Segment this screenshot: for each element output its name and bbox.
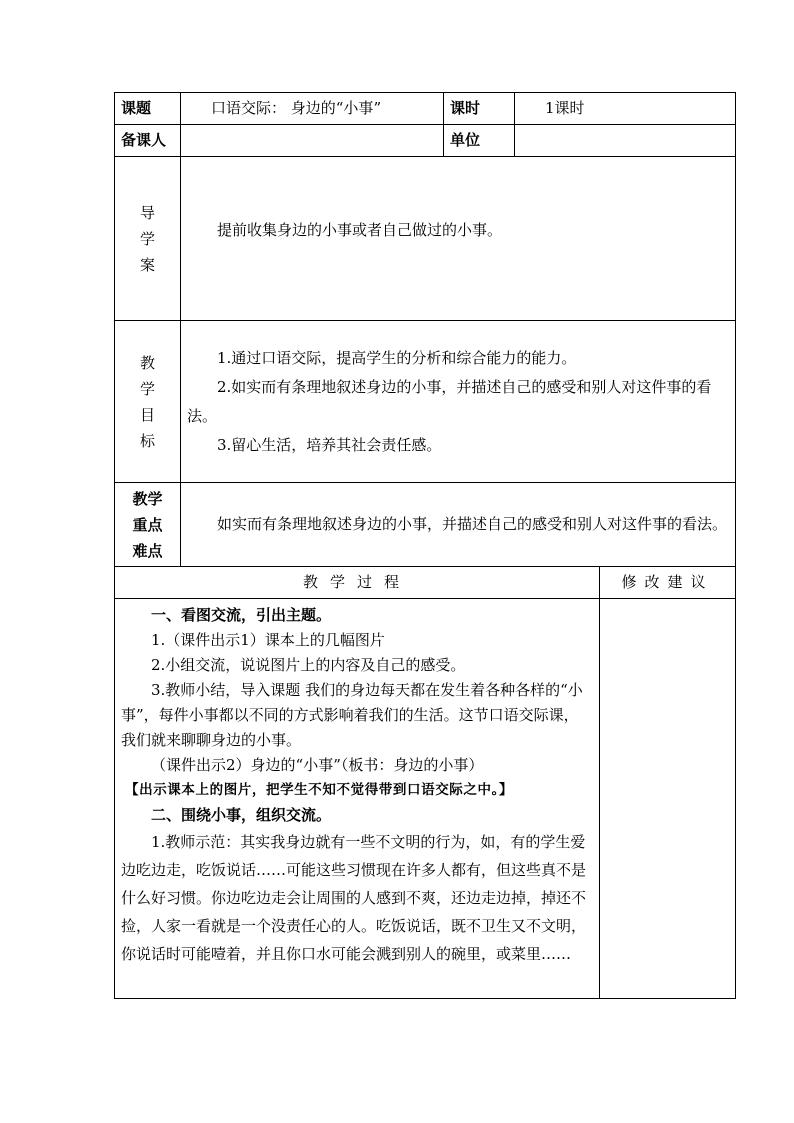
preparer-row [115,125,736,157]
keypoints-row [115,483,736,567]
objectives-label-char: 标 [139,431,155,450]
process-step: 2.小组交流，说说图片上的内容及自己的感受。 [151,656,466,674]
preparer-label: 备课人 [115,125,181,157]
period-label: 课时 [444,93,515,125]
teacher-demo: 1.教师示范：其实我身边就有一些不文明的行为，如，有的学生爱边吃边走，吃饭说话……可能这些习惯现在许多人都有，但这些真不是什么好习惯。你边吃边走会让周围的人感到不爽，还边走边掉，掉还不捡，人家一看就是一个没责任心的人。吃饭说话，既不卫生又不文明，你说话时可能噎着，并且你口水可能会溅到别人的碗里，或菜里…… [121,833,587,963]
keypoints-text: 如实而有条理地叙述身边的小事，并描述自己的感受和别人对这件事的看法。 [217,515,728,533]
topic-label: 课题 [115,93,181,125]
objectives-label [115,321,181,483]
preparer-value [181,125,444,157]
process-note: 【出示课本上的图片，把学生不知不觉得带到口语交际之中。】 [125,782,514,798]
objectives-label-char: 学 [139,379,155,398]
objective-item: 1.通过口语交际，提高学生的分析和综合能力的能力。 [217,348,577,367]
objective-item: 3.留心生活，培养其社会责任感。 [217,435,442,454]
process-step: 1.（课件出示1）课本上的几幅图片 [151,631,385,649]
process-step: 3.教师小结，导入课题 我们的身边每天都在发生着各种各样的“小事”，每件小事都以不同的方式影响着我们的生活。这节口语交际课，我们就来聊聊身边的小事。 [121,681,583,749]
topic-value: 口语交际： 身边的“小事” [181,93,444,125]
guide-label-char: 案 [139,255,155,274]
guide-text: 提前收集身边的小事或者自己做过的小事。 [217,221,503,239]
section1-title: 一、看图交流，引出主题。 [151,606,332,624]
period-value: 1课时 [515,93,736,125]
process-content [115,599,600,999]
lesson-plan-table [114,92,736,999]
objectives-label-char: 目 [139,405,155,424]
guide-label-char: 学 [139,229,155,248]
section2-title: 二、围绕小事，组织交流。 [151,806,332,824]
process-row [115,599,736,999]
guide-row [115,157,736,321]
keypoints-label-line: 难点 [132,541,163,560]
objectives-label-char: 教 [139,353,155,372]
objectives-content [181,321,736,483]
guide-label-char: 导 [139,203,155,222]
guide-label [115,157,181,321]
keypoints-label [115,483,181,567]
guide-content [181,157,736,321]
revise-content [600,599,736,999]
process-header-row [115,567,736,599]
keypoints-label-line: 教学 [132,489,163,508]
objective-item: 2.如实而有条理地叙述身边的小事，并描述自己的感受和别人对这件事的看法。 [187,377,712,425]
keypoints-content [181,483,736,567]
revise-heading: 修改建议 [600,567,736,599]
keypoints-label-line: 重点 [132,515,163,534]
process-step: （课件出示2）身边的“小事”（板书：身边的小事） [151,756,484,774]
process-heading: 教学过程 [115,567,600,599]
unit-label: 单位 [444,125,515,157]
topic-row [115,93,736,125]
objectives-row [115,321,736,483]
unit-value [515,125,736,157]
